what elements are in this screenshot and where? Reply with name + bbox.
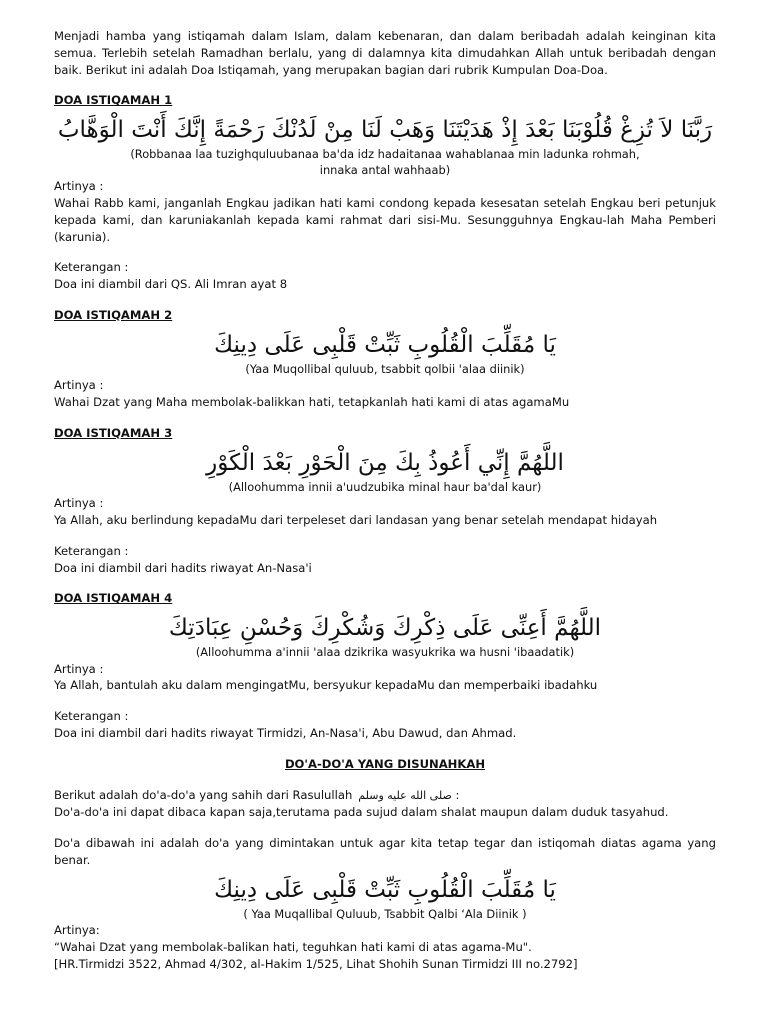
doa-2-artinya-label: Artinya : bbox=[54, 378, 104, 393]
doa-1-heading: DOA ISTIQAMAH 1 bbox=[54, 93, 173, 108]
salawat-arabic: صلى الله عليه وسلم bbox=[358, 788, 452, 802]
doa-3-keterangan-text: Doa ini diambil dari hadits riwayat An-Nasa'i bbox=[54, 560, 312, 575]
sunnah-intro-text: Berikut adalah do'a-do'a yang sahih dari Rasulullah bbox=[54, 787, 353, 802]
doa-4-latin: (Alloohumma a'innii 'alaa dzikrika wasyukrika wa husni 'ibaadatik) bbox=[195, 645, 575, 660]
doa-3-heading: DOA ISTIQAMAH 3 bbox=[54, 425, 173, 440]
doa-2-arabic: يَا مُقَلِّبَ الْقُلُوبِ ثَبِّتْ قَلْبِى عَلَى دِينِكَ bbox=[214, 331, 556, 358]
sunnah-purpose-text: Do'a dibawah ini adalah do'a yang dimintakan untuk agar kita tetap tegar dan istiqomah diatas agama yang benar. bbox=[54, 836, 716, 868]
sunnah-arabic: يَا مُقَلِّبَ الْقُلُوبِ ثَبِّتْ قَلْبِى عَلَى دِينِكَ bbox=[214, 876, 556, 903]
doa-4-artinya-text: Ya Allah, bantulah aku dalam mengingatMu, bersyukur kepadaMu dan memperbaiki ibadahku bbox=[54, 678, 598, 693]
doa-4-heading: DOA ISTIQAMAH 4 bbox=[54, 591, 173, 606]
doa-4-keterangan-text: Doa ini diambil dari hadits riwayat Tirmidzi, An-Nasa'i, Abu Dawud, dan Ahmad. bbox=[54, 726, 517, 741]
doa-1-artinya-label: Artinya : bbox=[54, 179, 104, 194]
doa-4-arabic: اللَّهُمَّ أَعِنِّى عَلَى ذِكْرِكَ وَشُكْرِكَ وَحُسْنِ عِبَادَتِكَ bbox=[168, 615, 602, 642]
doa-1-keterangan-text: Doa ini diambil dari QS. Ali Imran ayat 8 bbox=[54, 277, 288, 292]
sunnah-artinya-text: “Wahai Dzat yang membolak-balikan hati, teguhkan hati kami di atas agama-Mu". bbox=[54, 940, 532, 955]
intro-paragraph: Menjadi hamba yang istiqamah dalam Islam, dalam kebenaran, dan dalam beribadah adalah keinginan kita semua. Terlebih setelah Ramadhan berlalu, yang di dalamnya kita dimudahkan Allah untuk beribadah dengan baik. Berikut ini adalah Doa Istiqamah, yang merupakan bagian dari rubrik Kumpulan Doa-Doa. bbox=[54, 29, 716, 77]
doa-1-latin-line-1: (Robbanaa laa tuzighquluubanaa ba'da idz hadaitanaa wahablanaa min ladunka rohmah, bbox=[130, 147, 640, 162]
doa-3-artinya-label: Artinya : bbox=[54, 496, 104, 511]
sunnah-section bbox=[54, 756, 716, 973]
doa-1-artinya-text: Wahai Rabb kami, janganlah Engkau jadikan hati kami condong kepada kesesatan setelah Engkau beri petunjuk kepada kami, dan karuniakanlah kepada kami rahmat dari sisi-Mu. Sesungguhnya Engkau-lah Maha Pemberi (karunia). bbox=[54, 195, 716, 244]
sunnah-reference: [HR.Tirmidzi 3522, Ahmad 4/302, al-Hakim 1/525, Lihat Shohih Sunan Tirmidzi III no.2792] bbox=[54, 956, 578, 971]
sunnah-usage-text: Do'a-do'a ini dapat dibaca kapan saja,terutama pada sujud dalam shalat maupun dalam duduk tasyahud. bbox=[54, 805, 669, 820]
doa-2-latin: (Yaa Muqollibal quluub, tsabbit qolbii 'alaa diinik) bbox=[245, 361, 525, 376]
doa-2-heading: DOA ISTIQAMAH 2 bbox=[54, 307, 173, 322]
doa-3-arabic: اللَّهُمَّ إِنِّي أَعُوذُ بِكَ مِنَ الْحَوْرِ بَعْدَ الْكَوْرِ bbox=[206, 449, 564, 476]
doa-3-keterangan-label: Keterangan : bbox=[54, 543, 129, 558]
sunnah-heading: DO'A-DO'A YANG DISUNAHKAH bbox=[284, 756, 486, 771]
doa-4-artinya-label: Artinya : bbox=[54, 661, 104, 676]
doa-section-3 bbox=[54, 425, 716, 576]
doa-3-artinya-text: Ya Allah, aku berlindung kepadaMu dari terpeleset dari landasan yang benar setelah mendapat hidayah bbox=[54, 512, 658, 527]
sunnah-artinya-label: Artinya: bbox=[54, 923, 100, 938]
sunnah-intro-colon: : bbox=[455, 787, 460, 802]
doa-section-2 bbox=[54, 307, 716, 411]
doa-4-keterangan-label: Keterangan : bbox=[54, 709, 129, 724]
doa-3-latin: (Alloohumma innii a'uudzubika minal haur ba'dal kaur) bbox=[228, 479, 542, 494]
doa-1-arabic: رَبَّنَا لاَ تُزِغْ قُلُوْبَنَا بَعْدَ إِذْ هَدَيْتَنَا وَهَبْ لَنَا مِنْ لَدُنْكَ رَحْمَةً إِنَّكَ أَنْتَ الْوَهَّابُ bbox=[57, 117, 713, 144]
doa-2-artinya-text: Wahai Dzat yang Maha membolak-balikkan hati, tetapkanlah hati kami di atas agamaMu bbox=[54, 395, 570, 410]
sunnah-latin: ( Yaa Muqallibal Quluub, Tsabbit Qalbi ‘Ala Diinik ) bbox=[243, 906, 527, 921]
sunnah-intro-line bbox=[54, 787, 716, 805]
doa-1-latin-line-2: innaka antal wahhaab) bbox=[319, 162, 451, 177]
doa-section-4 bbox=[54, 590, 716, 741]
doa-1-keterangan-label: Keterangan : bbox=[54, 260, 129, 275]
doa-section-1 bbox=[54, 92, 716, 293]
